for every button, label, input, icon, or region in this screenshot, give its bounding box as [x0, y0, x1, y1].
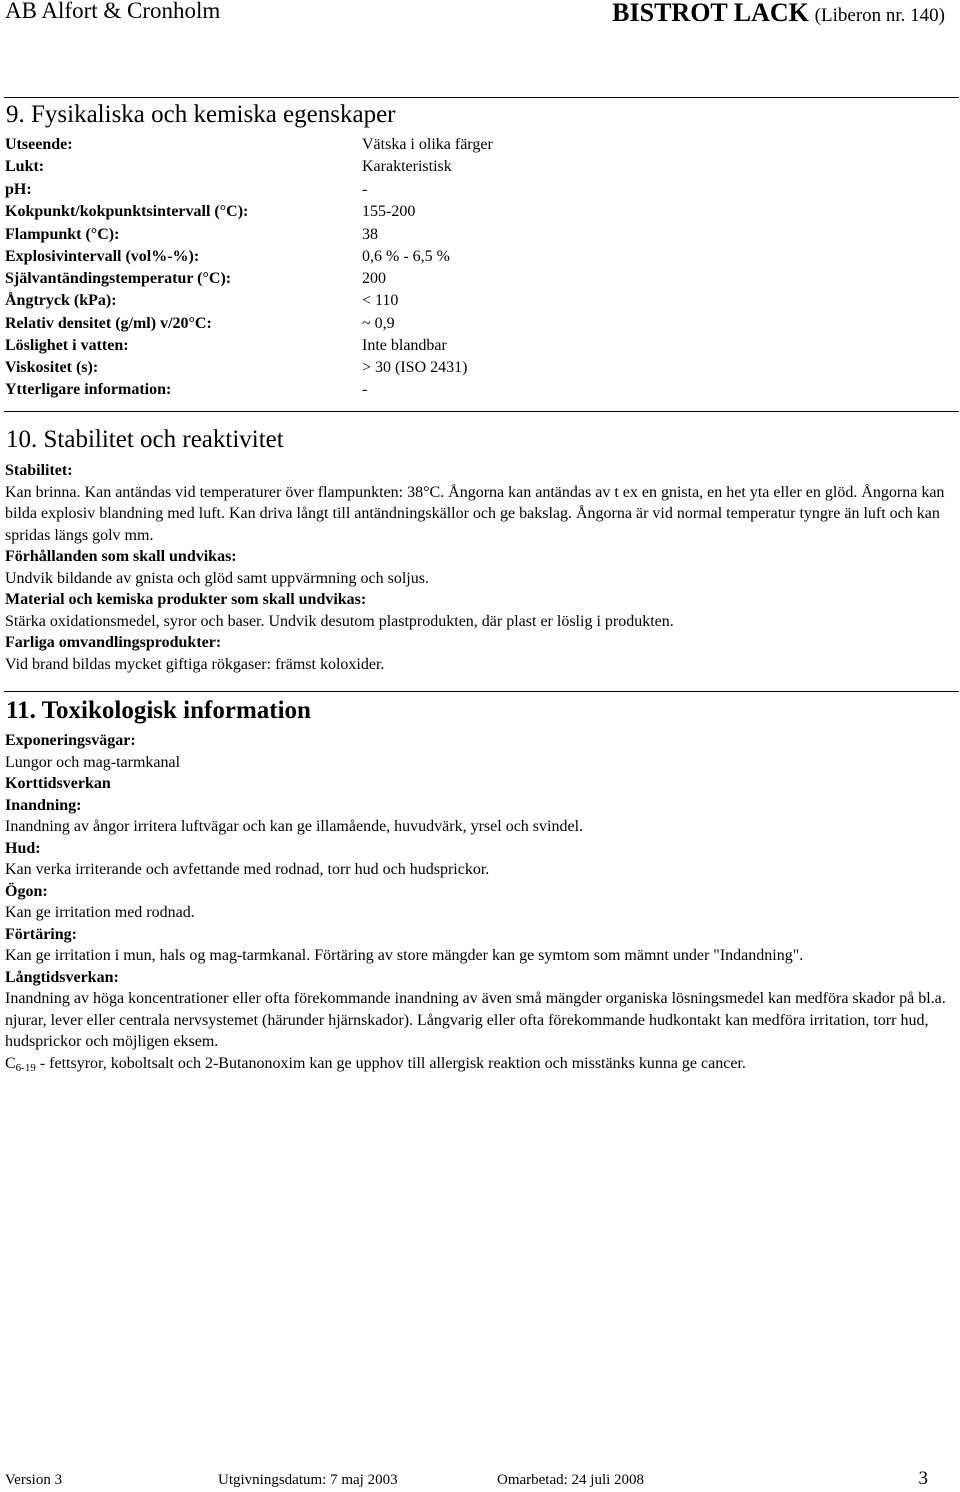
property-value: -	[362, 381, 368, 398]
property-label: Flampunkt (°C):	[5, 226, 120, 243]
property-value: 155-200	[362, 203, 416, 220]
section-11-body	[5, 730, 955, 1079]
exposure-text: Lungor och mag-tarmkanal	[5, 753, 181, 771]
product-title	[612, 0, 945, 28]
property-label: Ytterligare information:	[5, 381, 172, 398]
property-label: pH:	[5, 181, 32, 198]
property-label: Explosivintervall (vol%-%):	[5, 248, 200, 265]
ingestion-text: Kan ge irritation i mun, hals og mag-tarmkanal. Förtäring av store mängder kan ge symtom som mämnt under "Indandning".	[5, 947, 804, 964]
property-label: Lukt:	[5, 158, 45, 175]
section-9-title: 9. Fysikaliska och kemiska egenskaper	[6, 101, 396, 128]
materials-text: Stärka oxidationsmedel, syror och baser. Undvik desutom plastprodukten, där plast er löslig i produkten.	[5, 612, 674, 630]
property-value: < 110	[362, 292, 399, 309]
property-value: -	[362, 181, 368, 198]
stability-text: Kan brinna. Kan antändas vid temperaturer över flampunkten: 38°C. Ångorna kan antändas av t ex en gnista, en het yta eller en glöd. Ångorna kan bilda explosiv blandning med luft. Kan driva långt till antändningskällor och ge bakslag. Ångorna är vid normal temperatur tyngre än luft och kan spridas längs golv mm.	[5, 483, 945, 544]
hazardous-products-label: Farliga omvandlingsprodukter:	[5, 634, 222, 651]
eyes-text: Kan ge irritation med rodnad.	[5, 904, 195, 921]
section-10-title: 10. Stabilitet och reaktivitet	[6, 426, 284, 453]
exposure-label: Exponeringsvägar:	[5, 732, 136, 749]
materials-label: Material och kemiska produkter som skall undvikas:	[5, 591, 367, 608]
product-number: (Liberon nr. 140)	[814, 5, 945, 26]
property-value: > 30 (ISO 2431)	[362, 359, 468, 376]
property-value: 200	[362, 270, 386, 287]
property-label: Utseende:	[5, 136, 73, 153]
property-label: Löslighet i vatten:	[5, 337, 129, 354]
footer-version: Version 3	[5, 1472, 63, 1488]
skin-label: Hud:	[5, 839, 41, 857]
property-label: Viskositet (s):	[5, 359, 99, 376]
section-11-title: 11. Toxikologisk information	[6, 697, 311, 724]
product-name: BISTROT LACK	[612, 0, 809, 27]
footer-issued-date: Utgivningsdatum: 7 maj 2003	[218, 1472, 398, 1488]
fatty-acid-subscript: 6-19	[15, 1061, 36, 1074]
footer-revised-date: Omarbetad: 24 juli 2008	[497, 1472, 645, 1488]
property-value: 38	[362, 226, 378, 243]
property-value: 0,6 % - 6,5 %	[362, 248, 450, 265]
property-label: Relativ densitet (g/ml) v/20°C:	[5, 315, 212, 332]
conditions-label: Förhållanden som skall undvikas:	[5, 548, 237, 565]
ingestion-label: Förtäring:	[5, 925, 77, 943]
eyes-label: Ögon:	[5, 882, 48, 900]
inhalation-label: Inandning:	[5, 796, 82, 814]
company-name: AB Alfort & Cronholm	[5, 0, 221, 23]
short-term-label: Korttidsverkan	[5, 775, 111, 792]
section-11-divider	[4, 691, 959, 692]
property-label: Ångtryck (kPa):	[5, 292, 117, 309]
section-10-divider	[4, 411, 959, 412]
skin-text: Kan verka irriterande och avfettande med rodnad, torr hud och hudsprickor.	[5, 861, 490, 878]
long-term-label: Långtidsverkan:	[5, 968, 119, 986]
conditions-text: Undvik bildande av gnista och glöd samt uppvärmning och soljus.	[5, 569, 429, 587]
section-9-divider	[4, 97, 959, 98]
property-label: Självantändingstemperatur (°C):	[5, 270, 232, 287]
property-value: Karakteristisk	[362, 158, 452, 175]
property-value: Inte blandbar	[362, 337, 447, 354]
fatty-acid-text: - fettsyror, koboltsalt och 2-Butanonoxim kan ge upphov till allergisk reaktion och misstänks kunna ge cancer.	[35, 1054, 746, 1072]
property-value: Vätska i olika färger	[362, 136, 493, 153]
section-10-body	[5, 460, 955, 675]
fatty-acid-note	[5, 1053, 955, 1080]
long-term-text: Inandning av höga koncentrationer eller ofta förekommande inandning av även små mängder organiska lösningsmedel kan medföra skador på bl.a. njurar, lever eller centrala nervsystemet (härunder hjärnskador). Långvarig eller ofta förekommande hudkontakt kan medföra irritation, torr hud, hudsprickor och möjligen eksem.	[5, 990, 946, 1050]
page-number: 3	[918, 1468, 928, 1489]
fatty-acid-prefix: C	[5, 1054, 16, 1072]
inhalation-text: Inandning av ångor irritera luftvägar och kan ge illamående, huvudvärk, yrsel och svindel.	[5, 818, 584, 835]
property-label: Kokpunkt/kokpunktsintervall (°C):	[5, 203, 249, 220]
stability-label: Stabilitet:	[5, 462, 73, 479]
property-value: ~ 0,9	[362, 315, 395, 332]
hazardous-products-text: Vid brand bildas mycket giftiga rökgaser: främst koloxider.	[5, 655, 385, 673]
